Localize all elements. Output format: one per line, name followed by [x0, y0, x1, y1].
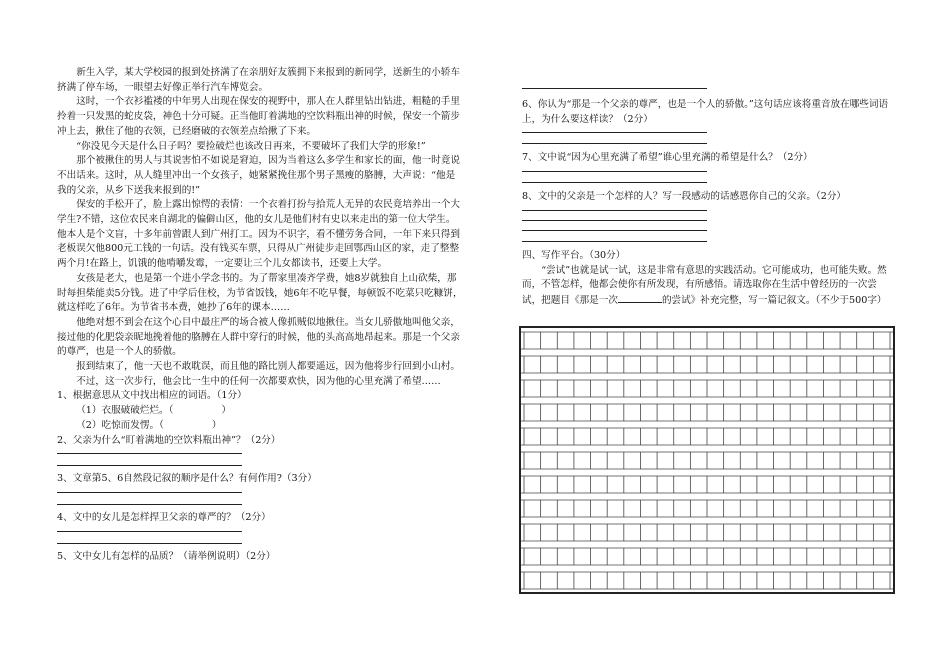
passage-paragraph: 那个被揪住的男人与其说害怕不如说是窘迫，因为当着这么多学生和家长的面，他一时竟说不出话来。这时，从人缝里冲出一个女孩子，她紧紧挽住那个男子黑瘦的胳膊，大声说：“他是我的父亲，从乡下送我来报到的!”	[57, 155, 460, 196]
question-2: 2、父亲为什么“盯着满地的空饮料瓶出神”？（2分）	[57, 434, 281, 446]
passage-paragraph: “你没见今天是什么日子吗？要捡破烂也该改日再来，不要破坏了我们大学的形象!”	[76, 140, 426, 152]
question-8: 8、文中的父亲是一个怎样的人？写一段感动的话感恩你自己的父亲。（2分）	[522, 191, 847, 203]
question-1-a-text: （1）衣服破破烂烂。（	[76, 405, 174, 417]
question-3: 3、文章第5、6自然段记叙的顺序是什么？有何作用?（3分）	[57, 473, 317, 485]
answer-line[interactable]	[522, 137, 892, 151]
answer-line[interactable]	[522, 215, 892, 225]
question-6: 6、你认为“那是一个父亲的尊严，也是一个人的骄傲。”这句话应该将重音放在哪些词语上，为什么要这样读？（2分）	[522, 99, 889, 125]
passage-paragraph: 女孩是老大，也是第一个进小学念书的。为了帮家里凑齐学费，她8岁就独自上山砍柴，那时每担柴能卖5分钱。进了中学后住校，为节省饭钱，她6年不吃早餐，每顿饭不吃菜只吃糠饼，就这样吃了6年。为节省书本费，她抄了6年的课本……	[57, 272, 463, 314]
answer-line[interactable]	[57, 487, 463, 497]
question-1-item-a	[57, 404, 463, 419]
answer-line[interactable]	[57, 536, 463, 550]
answer-line[interactable]	[522, 235, 892, 249]
answer-line[interactable]	[522, 176, 892, 190]
answer-line[interactable]	[522, 225, 892, 235]
answer-line[interactable]	[57, 497, 463, 511]
question-1-b-text: （2）吃惊而发愣。（	[76, 419, 164, 431]
passage-paragraph: 保安的手松开了，脸上露出惊愕的表情：一个衣着打扮与拾荒人无异的农民竟培养出一个大学生?不错，这位农民来自湖北的偏僻山区，他的女儿是他们村有史以来走出的第一位大学生。他本人是个文盲，十多年前曾跟人到广州打工。因为不识字，看不懂劳务合同，一年下来只得到老板误欠他800元工钱的一句话。没有钱买车票，只得从广州徒步走回鄂西山区的家，走了整整两个月!在路上，饥饿的他啃嚼发霉，一定要让三个儿女都读书，还要上大学。	[57, 199, 460, 270]
grid-lines	[521, 328, 893, 592]
passage-paragraph: 这时，一个衣衫褴褛的中年男人出现在保安的视野中，那人在人群里钻出钻进，粗糙的手里拎着一只发黑的蛇皮袋，神色十分可疑。正当他盯着满地的空饮料瓶出神的时候，保安一个箭步冲上去，揪住了他的衣领，已经磨破的衣领差点给揪了下来。	[57, 96, 460, 137]
writing-prompt-start: “尝试”也就是试一试，这是非常有意思的实践活动。它可能成功，也可能失败。然而，不管怎样，他都会使你有所发现，有所感悟。请选取你在生活中曾经历的一次尝试，把题目《那是一次	[522, 264, 887, 306]
answer-line[interactable]	[522, 205, 892, 215]
answer-line[interactable]	[57, 448, 463, 458]
passage-paragraph: 他绝对想不到会在这个心目中最庄严的场合被人像抓贼似地揪住。当女儿骄傲地叫他父亲，接过他的化肥袋亲昵地挽着他的胳膊在人群中穿行的时候，他的头高高地昂起来。那是一个父亲的尊严，也是一个人的骄傲。	[57, 316, 460, 358]
answer-line[interactable]	[522, 127, 892, 137]
left-column	[57, 66, 463, 564]
answer-line[interactable]	[57, 526, 463, 536]
reading-passage	[57, 66, 463, 389]
answer-line[interactable]	[57, 458, 463, 472]
section-4-title: 四、写作平台。（30分）	[522, 249, 626, 261]
question-1-item-b	[57, 419, 463, 434]
composition-grid[interactable]	[519, 326, 895, 594]
writing-prompt-end: 的尝试》补充完整，写一篇记叙文。（不少于500字）	[661, 294, 887, 306]
answer-line[interactable]	[522, 166, 892, 176]
question-1: 1、根据意思从文中找出相应的词语。（1分）	[57, 390, 247, 402]
passage-paragraph: 不过，这一次步行，他会比一生中的任何一次都要欢快，因为他的心里充满了希望……	[76, 375, 441, 387]
right-column	[522, 84, 892, 309]
passage-paragraph: 报到结束了，他一天也不敢耽误，而且他的路比别人都要遥远，因为他将步行回到小山村。	[76, 361, 460, 373]
writing-prompt	[522, 264, 892, 309]
question-7: 7、文中说“因为心里充满了希望”谁心里充满的希望是什么？（2分）	[522, 152, 813, 164]
question-1-a-close: ）	[221, 405, 232, 417]
title-blank[interactable]	[618, 293, 662, 303]
answer-line[interactable]	[522, 84, 892, 98]
question-1-b-close: ）	[211, 419, 222, 431]
passage-paragraph: 新生入学，某大学校园的报到处挤满了在亲朋好友簇拥下来报到的新同学，送新生的小轿车挤满了停车场，一眼望去好像正举行汽车博览会。	[57, 67, 460, 93]
question-4: 4、文中的女儿是怎样捍卫父亲的尊严的？（2分）	[57, 511, 271, 523]
question-5: 5、文中女儿有怎样的品质？（请举例说明）（2分）	[57, 550, 276, 562]
